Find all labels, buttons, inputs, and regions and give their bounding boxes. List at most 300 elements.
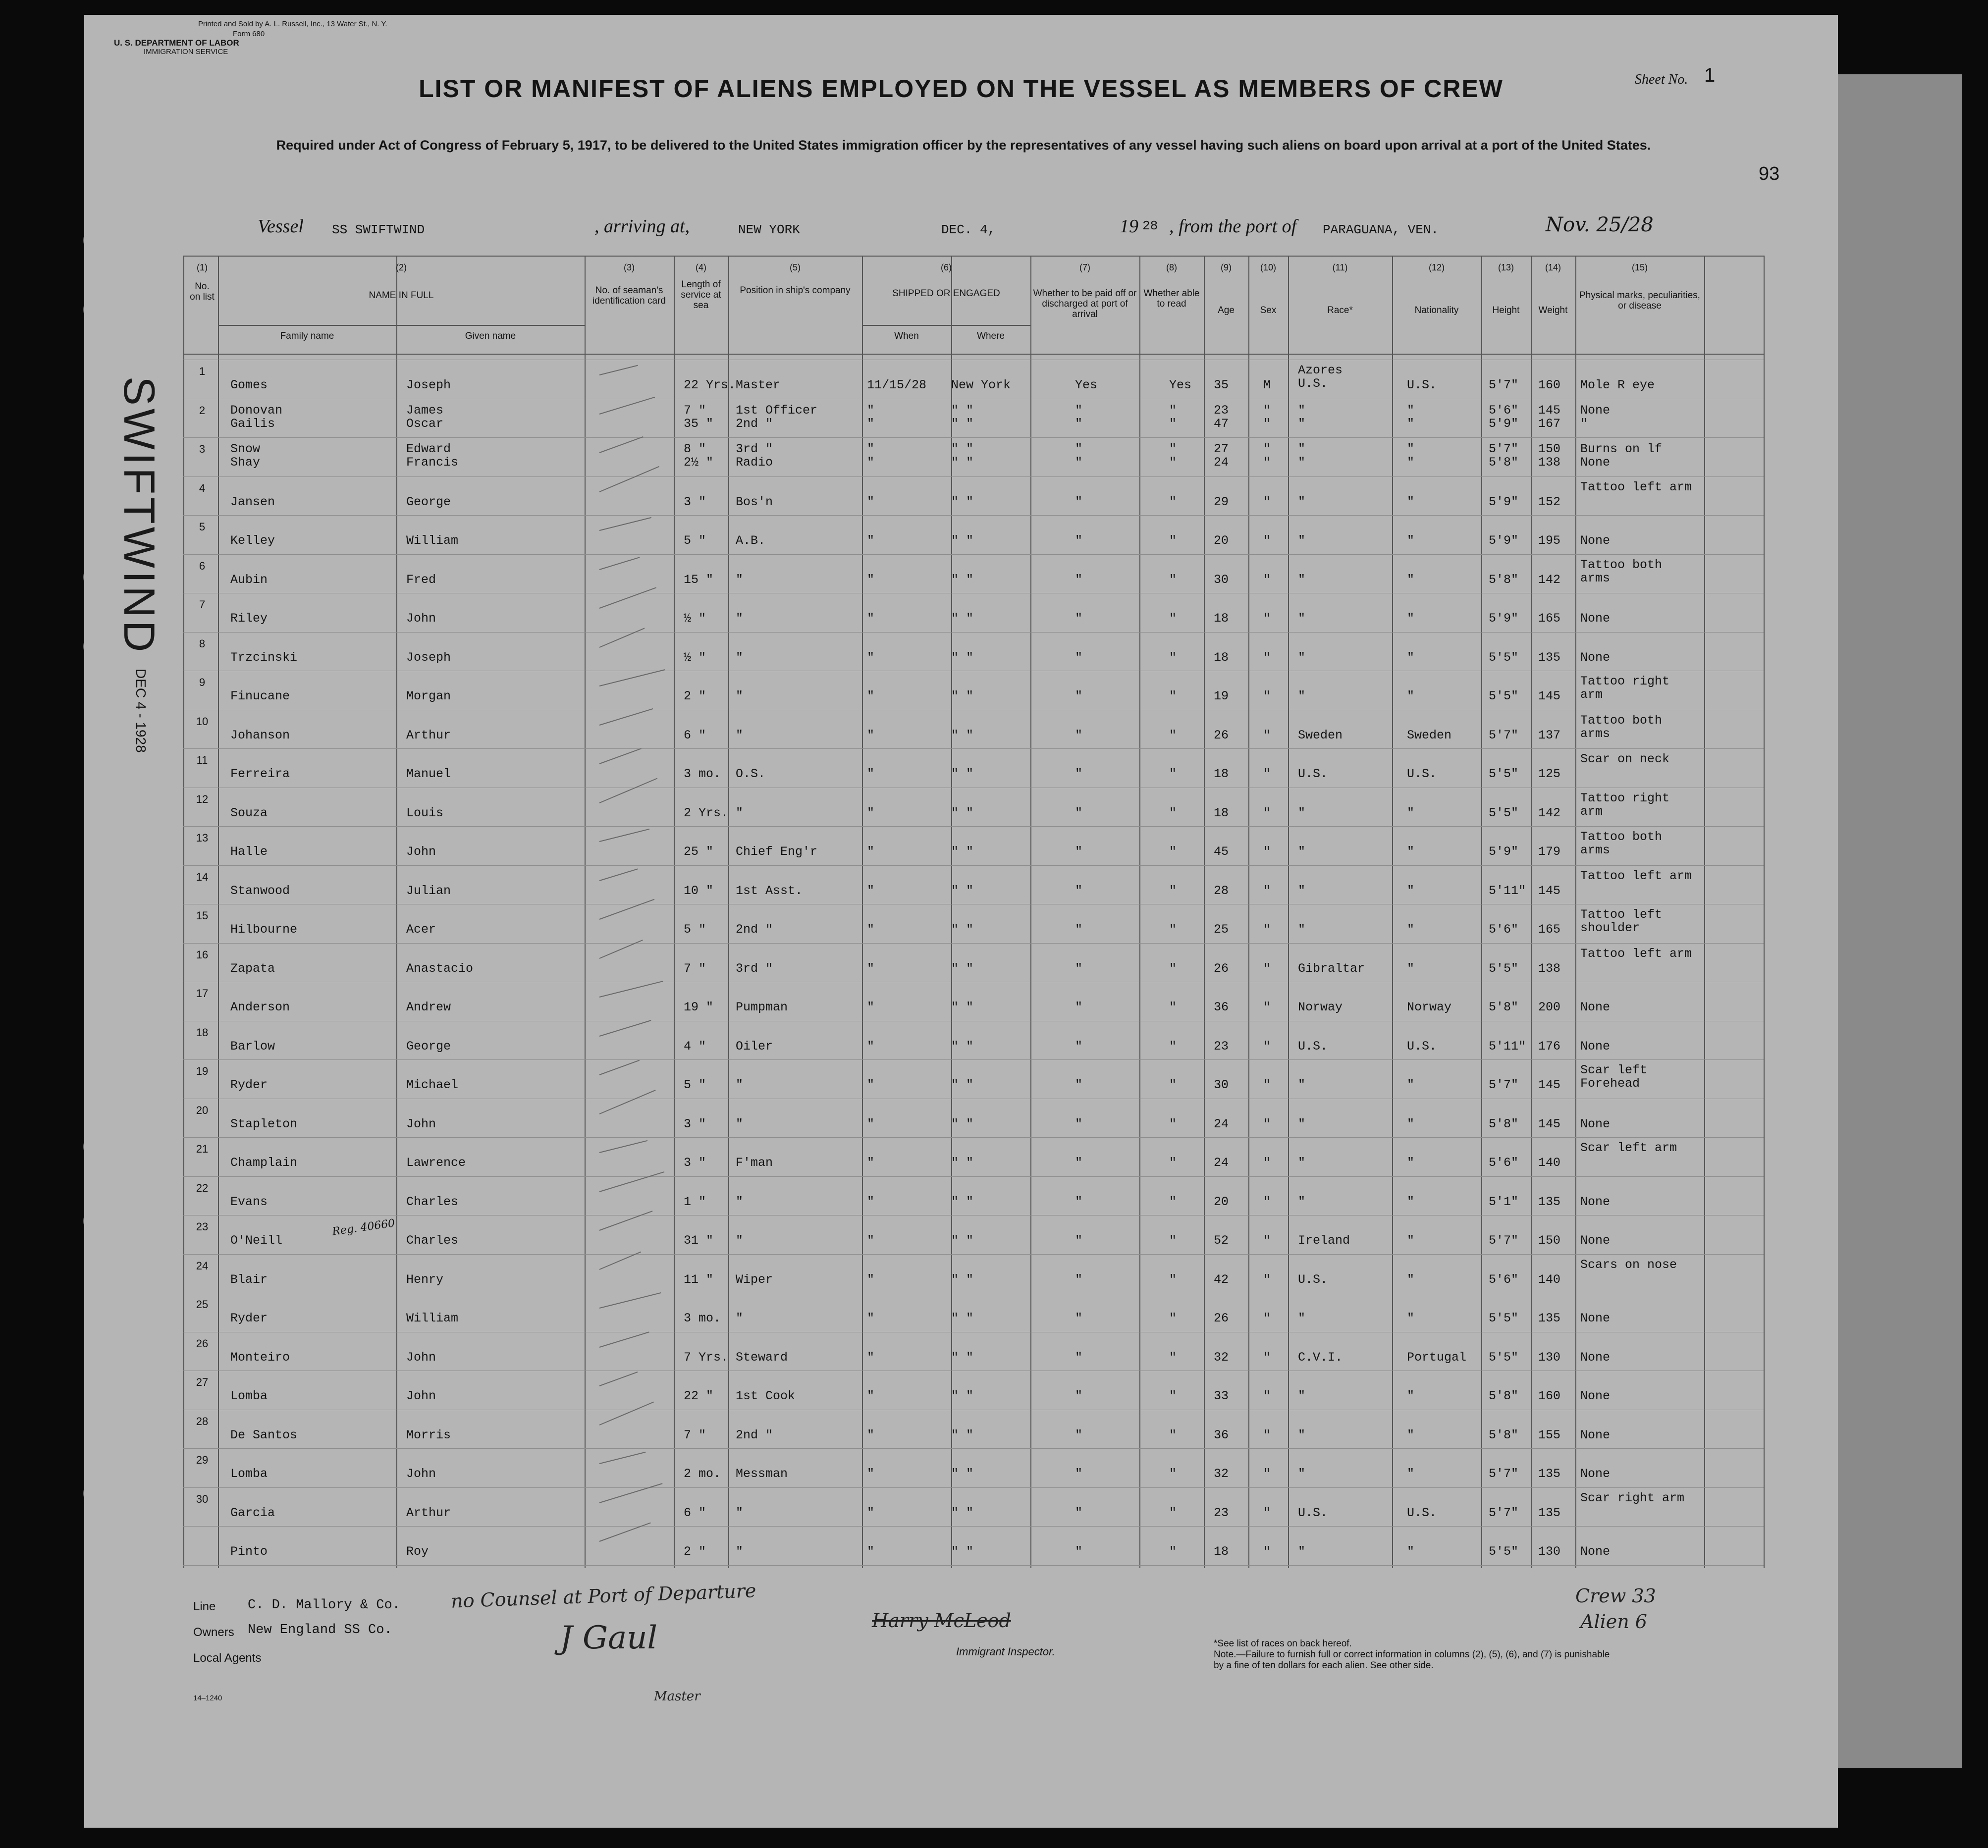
cell-no: 27 [196,1376,209,1388]
cell-family: Blair [230,1272,268,1287]
col-number: (2) [396,263,407,272]
cell-when: " [867,767,875,781]
inspector-signature: Harry McLeod [872,1610,1011,1632]
line-label: Line [193,1600,216,1613]
cell-sex: " " [1263,442,1271,470]
crew-count: Crew 33 [1575,1585,1656,1607]
cell-marks: Scar left Forehead [1580,1063,1648,1091]
header-family-name: Family name [280,331,334,341]
cell-given: Fred [406,572,436,587]
cell-position: " [736,1544,744,1559]
check-mark-icon [599,1140,648,1153]
cell-service: 31 " [684,1233,714,1248]
cell-given: William [406,1311,459,1325]
cell-sex: " [1263,1272,1271,1287]
cell-service: 5 " [684,533,706,548]
cell-sex: " [1263,1544,1271,1559]
cell-position: 1st Asst. [736,883,803,898]
cell-height: 5'7" [1489,378,1519,392]
check-mark-icon [599,669,665,686]
alien-count: Alien 6 [1580,1611,1647,1633]
header-no-on-list: No. on list [190,281,215,302]
cell-nat: " [1407,533,1415,548]
cell-position: 2nd " [736,922,773,937]
cell-read: " [1169,961,1177,976]
cell-marks: None [1580,1000,1611,1014]
cell-weight: 150 [1538,1233,1561,1248]
cell-given: Joseph [406,378,451,392]
cell-where: " " [951,1505,974,1520]
cell-age: 33 [1214,1389,1229,1403]
crew-row [183,593,1764,632]
cell-age: 36 [1214,1000,1229,1014]
cell-given: Roy [406,1544,429,1559]
cell-when: " [867,1544,875,1559]
cell-where: " " [951,689,974,703]
crew-row [183,515,1764,554]
cell-age: 30 [1214,1078,1229,1092]
cell-weight: 140 [1538,1156,1561,1170]
check-mark-icon [599,365,638,375]
cell-read: " [1169,728,1177,742]
cell-service: 3 " [684,1116,706,1131]
cell-marks: Tattoo right arm [1580,674,1670,702]
crew-row [183,826,1764,865]
cell-race: " [1298,650,1306,665]
cell-race: Norway [1298,1000,1343,1014]
cell-read: " [1169,1467,1177,1481]
cell-sex: " [1263,845,1271,859]
cell-nat: " " [1407,442,1415,470]
cell-read: " [1169,1116,1177,1131]
cell-marks: None [1580,650,1611,665]
cell-where: " " [951,1156,974,1170]
crew-row [183,1021,1764,1059]
form-code: 14–1240 [193,1694,222,1702]
cell-read: " [1169,1311,1177,1325]
cell-paid: " [1075,1156,1083,1170]
cell-read: " [1169,845,1177,859]
crew-row [183,1448,1764,1487]
cell-weight: 135 [1538,1194,1561,1209]
cell-no: 20 [196,1104,209,1116]
check-mark-icon [599,1020,651,1037]
cell-no: 21 [196,1143,209,1155]
cell-age: 18 [1214,650,1229,665]
cell-given: Arthur [406,1505,451,1520]
cell-given: Arthur [406,728,451,742]
cell-age: 52 [1214,1233,1229,1248]
cell-sex: " [1263,883,1271,898]
cell-given: John [406,611,436,626]
cell-family: Stapleton [230,1116,298,1131]
cell-read: " [1169,1233,1177,1248]
cell-when: " [867,533,875,548]
cell-nat: " [1407,1194,1415,1209]
cell-age: 18 [1214,767,1229,781]
cell-nat: " [1407,922,1415,937]
cell-paid: " [1075,1467,1083,1481]
cell-read: " [1169,650,1177,665]
header-rule [183,256,1764,257]
cell-read: " [1169,767,1177,781]
cell-no: 24 [196,1259,209,1272]
owners-value: New England SS Co. [248,1623,392,1637]
cell-where: " " [951,1544,974,1559]
cell-weight: 165 [1538,922,1561,937]
cell-family: Lomba [230,1389,268,1403]
header-age: Age [1218,305,1235,316]
subheader-rule [218,325,585,326]
cell-paid: " [1075,611,1083,626]
cell-when: " [867,572,875,587]
cell-height: 5'11" [1489,883,1526,898]
header-able-read: Whether able to read [1143,288,1200,309]
cell-height: 5'5" [1489,805,1519,820]
cell-sex: " [1263,922,1271,937]
cell-nat: Norway [1407,1000,1452,1014]
cell-nat: " [1407,1311,1415,1325]
arrival-year: 28 [1142,218,1158,233]
cell-where: " " [951,650,974,665]
cell-age: 24 [1214,1116,1229,1131]
cell-read: " [1169,1272,1177,1287]
cell-read: " [1169,1000,1177,1014]
crew-row [183,982,1764,1020]
col-number: (14) [1545,263,1561,272]
cell-no: 9 [199,676,206,688]
cell-read: " [1169,922,1177,937]
cell-marks: None [1580,1116,1611,1131]
cell-weight: 137 [1538,728,1561,742]
cell-height: 5'8" [1489,1116,1519,1131]
col-number: (4) [696,263,706,272]
cell-height: 5'8" [1489,1000,1519,1014]
crew-row [183,1099,1764,1137]
cell-age: 26 [1214,728,1229,742]
cell-race: Gibraltar [1298,961,1365,976]
cell-family: Anderson [230,1000,290,1014]
document-title: LIST OR MANIFEST OF ALIENS EMPLOYED ON THE VESSEL AS MEMBERS OF CREW [419,75,1504,103]
cell-height: 5'5" [1489,1311,1519,1325]
cell-service: 8 " 2½ " [684,442,714,470]
cell-read: " [1169,1427,1177,1442]
cell-weight: 145 167 [1538,403,1561,431]
owners-label: Owners [193,1626,234,1639]
cell-position: " [736,650,744,665]
cell-race: " [1298,1311,1306,1325]
cell-sex: " [1263,1311,1271,1325]
race-note: *See list of races on back hereof. [1214,1638,1352,1649]
cell-sex: " [1263,1039,1271,1054]
cell-race: U.S. [1298,767,1328,781]
cell-race: " [1298,1389,1306,1403]
cell-paid: " [1075,1078,1083,1092]
cell-when: " [867,1078,875,1092]
cell-weight: 150 138 [1538,442,1561,470]
cell-age: 27 24 [1214,442,1229,470]
cell-family: Johanson [230,728,290,742]
cell-family: Barlow [230,1039,275,1054]
col-number: (12) [1428,263,1445,272]
cell-when: " [867,1039,875,1054]
header-weight: Weight [1538,305,1568,316]
cell-paid: " " [1075,442,1083,470]
cell-height: 5'9" [1489,845,1519,859]
cell-given: Andrew [406,1000,451,1014]
cell-paid: " [1075,767,1083,781]
cell-height: 5'5" [1489,767,1519,781]
cell-height: 5'9" [1489,494,1519,509]
cell-position: " [736,728,744,742]
cell-given: Louis [406,805,444,820]
cell-position: Oiler [736,1039,773,1054]
cell-weight: 145 [1538,689,1561,703]
cell-nat: " [1407,611,1415,626]
cell-age: 32 [1214,1350,1229,1365]
cell-marks: None [1580,1311,1611,1325]
check-mark-icon [599,748,642,764]
cell-nat: " [1407,1272,1415,1287]
cell-no: 1 [199,365,206,377]
cell-race: " [1298,883,1306,898]
cell-position: " [736,689,744,703]
cell-race: " [1298,689,1306,703]
cell-height: 5'5" [1489,1544,1519,1559]
cell-given: John [406,1350,436,1365]
cell-weight: 160 [1538,1389,1561,1403]
cell-race: U.S. [1298,1272,1328,1287]
cell-family: Jansen [230,494,275,509]
cell-no: 15 [196,909,209,922]
cell-age: 35 [1214,378,1229,392]
cell-where: " " [951,805,974,820]
cell-given: John [406,1116,436,1131]
cell-no: 14 [196,870,209,883]
cell-weight: 138 [1538,961,1561,976]
cell-marks: Tattoo both arms [1580,557,1663,585]
cell-nat: " [1407,1233,1415,1248]
cell-family: Hilbourne [230,922,298,937]
cell-read: Yes [1169,378,1192,392]
cell-service: 15 " [684,572,714,587]
cell-position: " [736,1505,744,1520]
cell-family: Stanwood [230,883,290,898]
cell-family: De Santos [230,1427,298,1442]
cell-sex: " " [1263,403,1271,431]
cell-nat: " " [1407,403,1415,431]
master-mark: Master [654,1689,700,1704]
cell-nat: " [1407,1467,1415,1481]
crew-row [183,671,1764,709]
cell-given: Joseph [406,650,451,665]
cell-race: " " [1298,442,1306,470]
cell-nat: " [1407,494,1415,509]
cell-given: Manuel [406,767,451,781]
cell-weight: 130 [1538,1350,1561,1365]
cell-weight: 176 [1538,1039,1561,1054]
cell-position: " [736,1311,744,1325]
cell-sex: " [1263,533,1271,548]
crew-row [183,1332,1764,1371]
check-mark-icon [599,708,653,726]
cell-nat: " [1407,1427,1415,1442]
cell-weight: 165 [1538,611,1561,626]
cell-position: O.S. [736,767,766,781]
cell-where: " " [951,494,974,509]
header-physical-marks: Physical marks, peculiarities, or disease [1579,290,1700,311]
cell-service: 5 " [684,1078,706,1092]
cell-race: " [1298,1194,1306,1209]
cell-marks: None " [1580,403,1611,431]
cell-family: Zapata [230,961,275,976]
cell-height: 5'7" [1489,1467,1519,1481]
document-subtitle: Required under Act of Congress of February 5, 1917, to be delivered to the United States immigration officer by the representatives of any vessel having such aliens on board upon arrival at a port of the United States. [276,138,1651,153]
cell-where: " " [951,883,974,898]
cell-marks: None [1580,1467,1611,1481]
cell-service: 19 " [684,1000,714,1014]
cell-where: " " [951,1350,974,1365]
cell-weight: 200 [1538,1000,1561,1014]
cell-paid: " [1075,1233,1083,1248]
cell-read: " [1169,572,1177,587]
cell-family: Riley [230,611,268,626]
header-height: Height [1492,305,1520,316]
cell-marks: Tattoo left arm [1580,479,1692,494]
crew-row [183,748,1764,787]
cell-family: Ferreira [230,767,290,781]
cell-nat: " [1407,572,1415,587]
local-agents-label: Local Agents [193,1651,262,1665]
cell-when: " [867,1000,875,1014]
column-rule [1764,256,1765,1568]
cell-service: 6 " [684,728,706,742]
cell-marks: Tattoo right arm [1580,791,1670,819]
cell-nat: " [1407,883,1415,898]
check-mark-icon [599,1331,649,1348]
cell-read: " [1169,611,1177,626]
crew-row [183,1059,1764,1098]
crew-row [183,476,1764,515]
cell-read: " " [1169,442,1177,470]
cell-service: 7 " [684,1427,706,1442]
crew-row [183,1254,1764,1293]
cell-age: 25 [1214,922,1229,937]
cell-age: 26 [1214,961,1229,976]
cell-nat: U.S. [1407,1039,1437,1054]
cell-read: " [1169,805,1177,820]
cell-given: John [406,845,436,859]
cell-race: " [1298,805,1306,820]
cell-nat: " [1407,1389,1415,1403]
cell-when: " [867,1350,875,1365]
cell-where: " " [951,1233,974,1248]
cell-position: 1st Officer 2nd " [736,403,818,431]
crew-row [183,1176,1764,1215]
cell-race: " " [1298,403,1306,431]
cell-position: " [736,1116,744,1131]
cell-position: 3rd " [736,961,773,976]
header-rule [183,354,1764,355]
cell-where: " " [951,1116,974,1131]
cell-paid: " [1075,1389,1083,1403]
header-shipped-engaged: SHIPPED OR ENGAGED [892,288,1000,299]
cell-race: Azores U.S. [1298,363,1343,391]
cell-given: Edward Francis [406,442,459,470]
cell-age: 36 [1214,1427,1229,1442]
cell-paid: " [1075,1039,1083,1054]
service-label: IMMIGRATION SERVICE [144,48,228,56]
cell-given: Morris [406,1427,451,1442]
header-length-service: Length of service at sea [681,279,721,311]
cell-when: " [867,728,875,742]
cell-sex: " [1263,1505,1271,1520]
cell-where: " " [951,572,974,587]
cell-when: " [867,1272,875,1287]
cell-family: Souza [230,805,268,820]
cell-position: 2nd " [736,1427,773,1442]
cell-read: " [1169,1078,1177,1092]
col-number: (5) [790,263,801,272]
cell-paid: " [1075,883,1083,898]
cell-family: Finucane [230,689,290,703]
cell-marks: Scar left arm [1580,1141,1677,1155]
cell-where: " " [951,728,974,742]
cell-read: " [1169,1389,1177,1403]
col-number: (11) [1332,263,1348,272]
line-value: C. D. Mallory & Co. [248,1598,400,1613]
cell-given: Charles [406,1194,459,1209]
cell-weight: 179 [1538,845,1561,859]
check-mark-icon [599,981,663,998]
manifest-footer [84,1580,1838,1798]
cell-position: Master [736,378,781,392]
cell-when: " [867,845,875,859]
cell-marks: Tattoo left shoulder [1580,907,1663,935]
cell-family: O'Neill [230,1233,283,1248]
cell-sex: " [1263,611,1271,626]
header-id-card: No. of seaman's identification card [592,285,666,306]
cell-race: C.V.I. [1298,1350,1343,1365]
cell-weight: 135 [1538,1311,1561,1325]
cell-position: " [736,1078,744,1092]
cell-no: 16 [196,948,209,961]
cell-family: Lomba [230,1467,268,1481]
arriving-label: , arriving at, [594,216,690,237]
cell-position: " [736,1194,744,1209]
cell-family: Trzcinski [230,650,298,665]
cell-position: " [736,611,744,626]
cell-where: " " [951,767,974,781]
cell-paid: " " [1075,403,1083,431]
cell-no: 26 [196,1337,209,1350]
cell-nat: " [1407,1078,1415,1092]
cell-when: " [867,1156,875,1170]
cell-service: 2 mo. [684,1467,721,1481]
cell-paid: " [1075,650,1083,665]
crew-table [183,256,1764,1568]
cell-where: " " [951,1039,974,1054]
cell-family: Ryder [230,1078,268,1092]
cell-when: " [867,1116,875,1131]
cell-when: " " [867,403,875,431]
cell-race: " [1298,611,1306,626]
cell-where: " " [951,922,974,937]
crew-row [183,399,1764,437]
cell-marks: None [1580,1350,1611,1365]
cell-sex: " [1263,572,1271,587]
crew-row [183,360,1764,398]
